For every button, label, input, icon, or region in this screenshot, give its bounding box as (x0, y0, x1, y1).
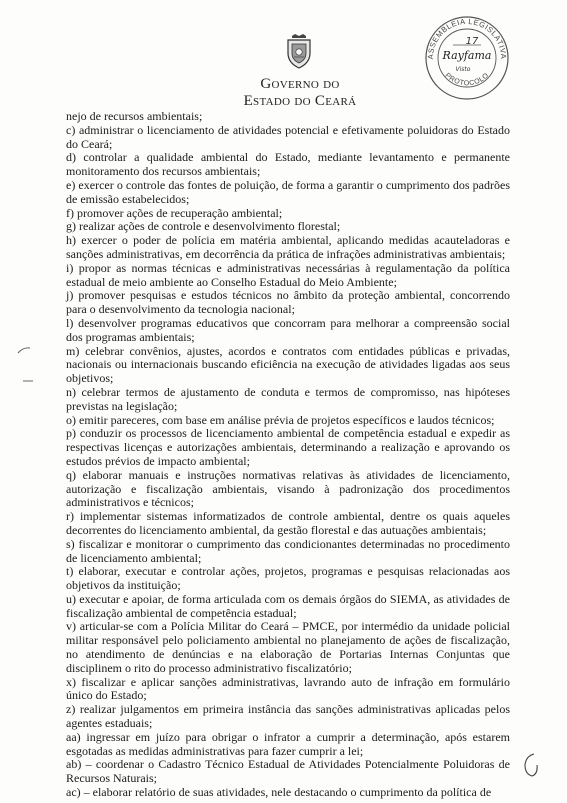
paragraph: r) implementar sistemas informatizados de controle ambiental, dentre os quais aqueles decorrentes do licenciamento ambiental, da gestão florestal e das autuações ambientais; (66, 509, 510, 537)
paragraph: n) celebrar termos de ajustamento de conduta e termos de compromisso, nas hipóteses previstas na legislação; (66, 384, 510, 413)
svg-text:PROTOCOLO (444, 72, 491, 87)
gov-line-2: Estado do Ceará (243, 93, 357, 109)
government-header (200, 76, 400, 110)
paragraph: s) fiscalizar e monitorar o cumprimento das condicionantes determinadas no procedimento de licenciamento ambiental; (66, 536, 510, 565)
margin-mark-1 (17, 345, 31, 355)
paragraph: l) desenvolver programas educativos que concorram para melhorar a compreensão social dos programas ambientais; (66, 315, 510, 344)
gov-line-1: Governo do (260, 76, 340, 92)
paragraph: x) fiscalizar e aplicar sanções administrativas, lavrando auto de infração em formulário único do Estado; (66, 674, 510, 703)
paragraph: q) elaborar manuais e instruções normativas relativas às atividades de licenciamento, autorização e fiscalização ambientais, visando à padronização dos procedimentos administrativos e técnicos; (66, 467, 510, 510)
stamp-ring-top: ASSEMBLEIA LEGISLATIVA (425, 16, 509, 60)
paragraph: j) promover pesquisas e estudos técnicos no âmbito da proteção ambiental, concorrendo para o desenvolvimento da tecnologia nacional; (66, 288, 510, 317)
stamp-ring-bottom: PROTOCOLO (443, 71, 491, 88)
paragraph: aa) ingressar em juízo para obrigar o infrator a cumprir a determinação, após estarem esgotadas as medidas administrativas para fazer cumprir a lei; (66, 729, 510, 758)
paragraph: nejo de recursos ambientais; (66, 109, 203, 123)
paragraph: i) propor as normas técnicas e administrativas necessárias à regulamentação da política estadual de meio ambiente ao Conselho Estadual do Meio Ambiente; (66, 260, 510, 289)
paragraph: p) conduzir os processos de licenciamento ambiental de competência estadual e expedir as respectivas licenças e autorizações ambientais, determinando a realização e aprovando os estudos prévios de impacto ambiental; (66, 426, 510, 468)
paragraph: t) elaborar, executar e controlar ações, projetos, programas e pesquisas relacionadas aos objetivos da instituição; (66, 564, 510, 593)
protocol-stamp (423, 14, 511, 102)
paragraph: c) administrar o licenciamento de atividades potencial e efetivamente poluidoras do Estado do Ceará; (66, 122, 510, 151)
paragraph: ac) – elaborar relatório de suas atividades, nele destacando o cumprimento da política de (66, 785, 492, 800)
paragraph: f) promover ações de recuperação ambiental; (66, 205, 283, 220)
paragraph: g) realizar ações de controle e desenvolvimento florestal; (66, 219, 341, 234)
margin-mark-2 (22, 378, 34, 384)
paragraph: v) articular-se com a Polícia Militar do Ceará – PMCE, por intermédio da unidade policial militar responsável pelo policiamento ambiental no planejamento de ações de fiscalização, no atendimento de denúncias e na elaboração de Portarias Internas Conjuntas que disciplinem o rito do processo administrativo fiscalizatório; (66, 619, 510, 675)
margin-bracket-mark (520, 752, 542, 778)
paragraph: z) realizar julgamentos em primeira instância das sanções administrativas aplicadas pelos agentes estaduais; (66, 702, 510, 731)
stamp-abbrev: Visto (455, 66, 471, 73)
state-coat-of-arms-icon (284, 33, 314, 69)
document-body (66, 110, 510, 800)
paragraph: d) controlar a qualidade ambiental do Estado, mediante levantamento e permanente monitoramento dos recursos ambientais; (66, 150, 510, 179)
paragraph: ab) – coordenar o Cadastro Técnico Estadual de Atividades Potencialmente Poluidoras de Recursos Naturais; (66, 757, 510, 786)
stamp-page-number: 17 (465, 36, 479, 47)
paragraph: o) emitir pareceres, com base em análise prévia de projetos específicos e laudos técnicos; (66, 412, 495, 427)
paragraph: u) executar e apoiar, de forma articulada com os demais órgãos do SIEMA, as atividades de fiscalização ambiental de competência estadual; (66, 591, 510, 620)
paragraph: e) exercer o controle das fontes de poluição, de forma a garantir o cumprimento dos padrões de emissão estabelecidos; (66, 177, 510, 206)
paragraph: h) exercer o poder de polícia em matéria ambiental, aplicando medidas acauteladoras e sanções administrativas, em decorrência da prática de infrações administrativas ambientais; (66, 233, 510, 261)
stamp-signature: Rayfama (442, 49, 492, 62)
paragraph: m) celebrar convênios, ajustes, acordos e contratos com entidades públicas e privadas, nacionais ou internacionais buscando eficiência na execução de atividades ligadas aos seus objetivos; (66, 343, 510, 386)
